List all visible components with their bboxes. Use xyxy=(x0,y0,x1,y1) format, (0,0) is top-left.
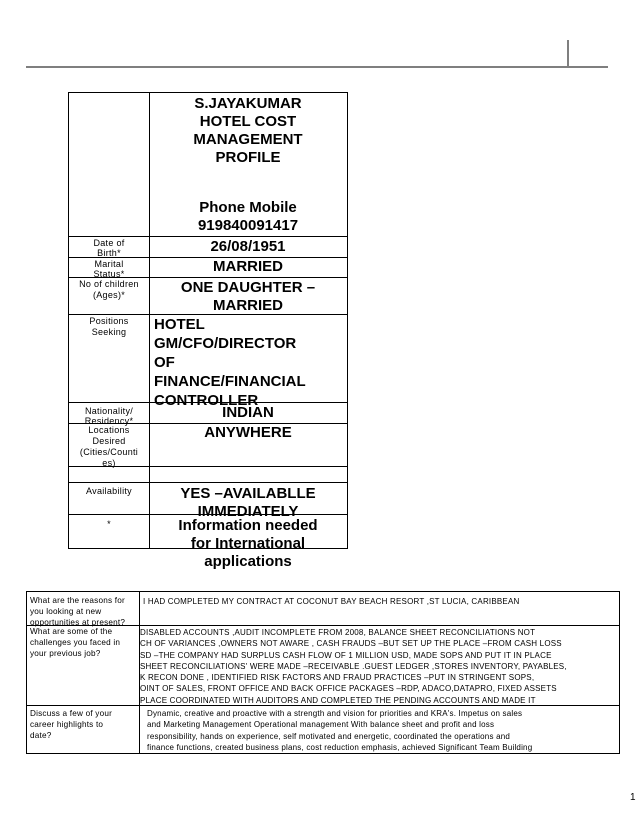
page-number: 1 xyxy=(630,792,636,803)
marital-label-1: Marital xyxy=(94,259,124,269)
phone-number: 919840091417 xyxy=(197,217,299,234)
row-divider xyxy=(69,482,347,483)
profile-name: S.JAYAKUMAR xyxy=(194,95,302,112)
answer-reasons xyxy=(143,596,617,607)
column-divider xyxy=(149,93,150,548)
question-line: challenges you faced in xyxy=(30,638,121,647)
answer-line: PLACE COORDINATED WITH AUDITORS AND COMPLETED THE PENDING ACCOUNTS AND MADE IT xyxy=(140,695,536,705)
answer-line: SD –THE COMPANY HAD SURPLUS CASH FLOW OF 1 MILLION USD, MADE SOPS AND PUT IT IN PLACE xyxy=(140,650,552,660)
question-line: What are some of the xyxy=(30,627,113,636)
dob-value: 26/08/1951 xyxy=(210,238,286,255)
profile-title-line-3: PROFILE xyxy=(215,149,281,166)
answer-line: finance functions, created business plans, cost reduction emphasis, achieved Significant Team Building xyxy=(147,742,533,752)
nationality-value: INDIAN xyxy=(222,404,274,421)
question-line: you looking at new xyxy=(30,607,102,616)
positions-label-2: Seeking xyxy=(91,327,127,337)
info-value-3: applications xyxy=(204,553,292,570)
question-line: What are the reasons for xyxy=(30,596,125,605)
children-value-2: MARRIED xyxy=(213,297,283,314)
answer-line: OINT OF SALES, FRONT OFFICE AND BACK OFFICE PACKAGES –RDP, ADACO,DATAPRO, FIXED ASSETS xyxy=(140,684,557,694)
header-tick xyxy=(567,40,569,68)
nationality-label-1: Nationality/ xyxy=(84,406,134,416)
question-reasons xyxy=(30,595,140,628)
phone-label: Phone Mobile xyxy=(199,199,297,216)
locations-label-2: Desired xyxy=(92,436,126,446)
positions-value-2: GM/CFO/DIRECTOR xyxy=(154,335,297,352)
locations-label-1: Locations xyxy=(88,425,130,435)
positions-value-3: OF xyxy=(154,354,175,371)
question-line: your previous job? xyxy=(30,649,101,658)
children-label-1: No of children xyxy=(79,279,139,289)
question-line: opportunities at present? xyxy=(30,618,126,627)
info-value-2: for International xyxy=(190,535,306,552)
answer-line: responsibility, hands on experience, self motivated and energetic, coordinated the operations and xyxy=(147,731,511,741)
question-line: career highlights to xyxy=(30,720,104,729)
question-challenges xyxy=(30,626,140,659)
availability-value-1: YES –AVAILABLLE xyxy=(180,485,316,502)
info-asterisk: * xyxy=(107,519,111,529)
answer-highlights xyxy=(147,708,615,753)
answer-line: I HAD COMPLETED MY CONTRACT AT COCONUT BAY BEACH RESORT ,ST LUCIA, CARIBBEAN xyxy=(143,597,520,606)
answer-line: DISABLED ACCOUNTS ,AUDIT INCOMPLETE FROM 2008, BALANCE SHEET RECONCILIATIONS NOT xyxy=(140,628,536,637)
question-line: date? xyxy=(30,731,52,740)
locations-label-3: (Cities/Counti xyxy=(79,447,139,457)
positions-value-4: FINANCE/FINANCIAL xyxy=(154,373,306,390)
marital-value: MARRIED xyxy=(213,258,283,275)
profile-table xyxy=(68,92,348,570)
answer-challenges xyxy=(140,627,614,706)
question-line: Discuss a few of your xyxy=(30,709,113,718)
answer-line: and Marketing Management Operational management With balance sheet and profit and loss xyxy=(147,720,495,730)
locations-label-4: es) xyxy=(102,458,116,468)
answer-line: K RECON DONE , IDENTIFIED RISK FACTORS AND FRAUD PRACTICES –PUT IN STRINGENT SOPS, xyxy=(140,673,535,683)
nationality-label-2: Residency* xyxy=(84,416,134,426)
marital-label-2: Status* xyxy=(93,269,125,279)
question-highlights xyxy=(30,708,140,741)
dob-label-2: Birth* xyxy=(97,248,121,258)
children-label-2: (Ages)* xyxy=(92,290,126,300)
positions-value-1: HOTEL xyxy=(154,316,205,333)
availability-label: Availability xyxy=(86,486,132,496)
answer-line: SHEET RECONCILIATIONS' WERE MADE –RECEIVABLE .GUEST LEDGER ,STORES INVENTORY, PAYABLES, xyxy=(140,661,567,671)
info-value-1: Information needed xyxy=(178,517,318,534)
profile-title-line-2: MANAGEMENT xyxy=(193,131,303,148)
positions-label-1: Positions xyxy=(89,316,129,326)
answer-line: CH OF VARIANCES ,OWNERS NOT AWARE , CASH FRAUDS –BUT SET UP THE PLACE –FROM CASH LOSS xyxy=(140,639,562,649)
questions-table xyxy=(26,591,620,754)
dob-label-1: Date of xyxy=(93,238,125,248)
children-value-1: ONE DAUGHTER – xyxy=(180,279,316,296)
positions-value-5: CONTROLLER xyxy=(154,392,259,409)
profile-title-line-1: HOTEL COST xyxy=(199,113,297,130)
row-divider xyxy=(69,514,347,515)
row-divider xyxy=(27,705,619,706)
locations-value: ANYWHERE xyxy=(204,424,292,441)
answer-line: Dynamic, creative and proactive with a strength and vision for priorities and KRA's. Impetus on sales xyxy=(147,709,523,718)
row-divider xyxy=(69,466,347,467)
availability-value-2: IMMEDIATELY xyxy=(197,503,299,520)
header-rule xyxy=(26,66,608,68)
